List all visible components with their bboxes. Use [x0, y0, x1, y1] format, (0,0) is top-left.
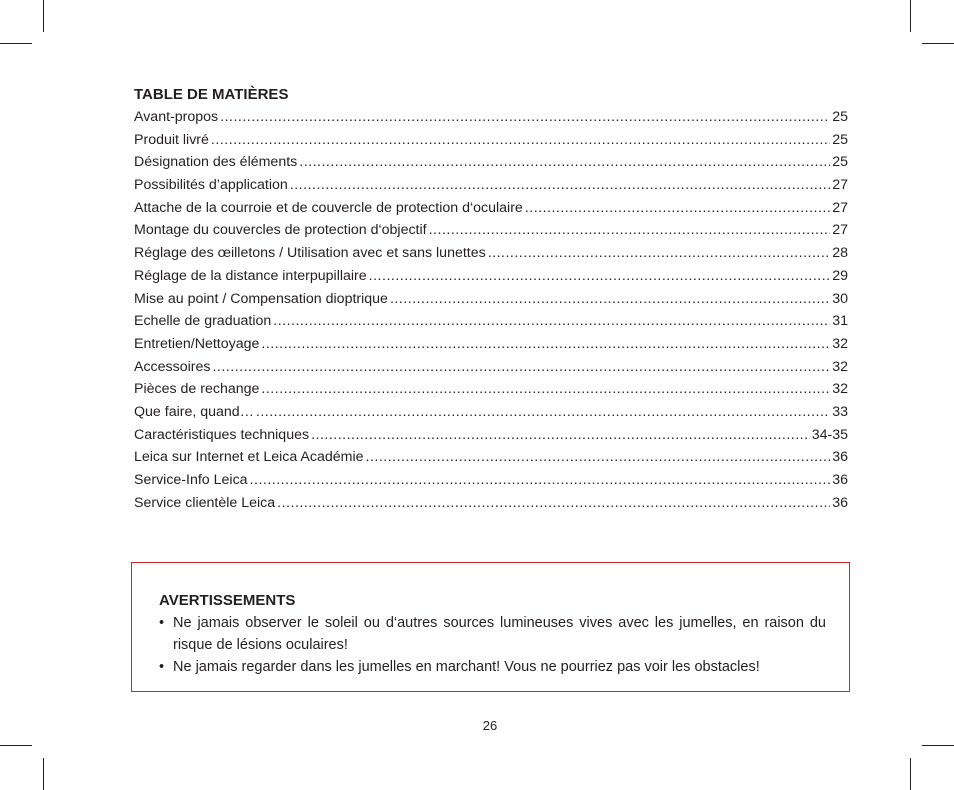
toc-entry-label: Echelle de graduation [134, 313, 272, 330]
warning-text: Ne jamais observer le soleil ou d‘autres sources lumineuses vives avec les jumelles, en raison du risque de lésions oculaires! [173, 615, 826, 653]
crop-mark-top-left-vertical [43, 0, 44, 32]
toc-entry-label: Leica sur Internet et Leica Académie [134, 449, 364, 466]
toc-entry-label: Réglage des œilletons / Utilisation avec et sans lunettes [134, 245, 486, 262]
toc-entry-label: Accessoires [134, 358, 211, 375]
toc-entry-page: 27 [832, 199, 848, 216]
toc-entry-page: 25 [832, 109, 848, 125]
toc-entry-page: 30 [832, 290, 848, 307]
toc-leader-dots [369, 265, 831, 288]
warning-list [159, 612, 826, 678]
toc-entry-label: Avant-propos [134, 109, 219, 125]
toc-entry-label: Pièces de rechange [134, 381, 260, 398]
toc-leader-dots [299, 151, 830, 174]
page-number: 26 [482, 718, 498, 733]
toc-leader-dots [277, 492, 830, 515]
toc-entry-page: 25 [832, 154, 848, 171]
toc-entry [134, 106, 848, 129]
toc-entry [134, 446, 848, 469]
bullet-icon: • [159, 615, 165, 631]
warning-item [159, 656, 826, 678]
toc-entry-page: 36 [832, 472, 848, 488]
toc-list [134, 106, 848, 514]
crop-mark-top-right-vertical [910, 0, 911, 32]
toc-leader-dots [256, 401, 830, 424]
toc-leader-dots [366, 446, 831, 469]
toc-leader-dots [311, 424, 810, 447]
toc-entry [134, 424, 848, 447]
toc-entry-label: Désignation des éléments [134, 154, 298, 171]
warning-box [131, 562, 850, 692]
toc-entry-label: Possibilités d’application [134, 177, 288, 194]
toc-entry [134, 492, 848, 515]
toc-entry [134, 265, 848, 288]
toc-entry [134, 288, 848, 311]
toc-entry-page: 33 [832, 403, 848, 420]
toc-entry-label: Service-Info Leica [134, 472, 248, 488]
toc-leader-dots [211, 129, 830, 152]
toc-leader-dots [220, 106, 830, 129]
toc-leader-dots [390, 288, 830, 311]
toc-entry-label: Service clientèle Leica [134, 494, 276, 511]
toc-entry [134, 378, 848, 401]
warning-text: Ne jamais regarder dans les jumelles en marchant! Vous ne pourriez pas voir les obstacles! [173, 659, 760, 675]
toc-entry-label: Entretien/Nettoyage [134, 335, 260, 352]
toc-entry-page: 32 [832, 381, 848, 398]
toc-leader-dots [525, 197, 830, 220]
toc-entry-page: 31 [832, 313, 848, 330]
toc-entry-page: 28 [832, 245, 848, 262]
toc-entry-page: 34-35 [811, 426, 848, 443]
toc-entry [134, 356, 848, 379]
toc-entry [134, 219, 848, 242]
toc-entry-label: Caractéristiques techniques [134, 426, 310, 443]
toc-title: TABLE DE MATIÈRES [134, 86, 289, 103]
toc-leader-dots [290, 174, 830, 197]
table-of-contents [134, 86, 848, 514]
toc-entry [134, 310, 848, 333]
toc-entry-label: Que faire, quand… [134, 403, 254, 420]
toc-entry [134, 469, 848, 492]
toc-entry [134, 174, 848, 197]
toc-entry-label: Attache de la courroie et de couvercle de protection d‘oculaire [134, 199, 523, 216]
bullet-icon: • [159, 659, 165, 675]
toc-entry [134, 151, 848, 174]
toc-entry-page: 27 [832, 222, 848, 239]
crop-mark-top-left-horizontal [0, 43, 32, 44]
toc-leader-dots [273, 310, 830, 333]
crop-mark-bottom-right-vertical [910, 758, 911, 790]
toc-leader-dots [488, 242, 831, 265]
toc-entry [134, 129, 848, 152]
toc-leader-dots [212, 356, 830, 379]
toc-entry-label: Produit livré [134, 131, 209, 148]
toc-entry-page: 25 [832, 131, 848, 148]
crop-mark-bottom-right-horizontal [922, 745, 954, 746]
crop-mark-bottom-left-horizontal [0, 745, 32, 746]
toc-leader-dots [261, 378, 830, 401]
warning-title: AVERTISSEMENTS [159, 592, 296, 609]
toc-entry [134, 242, 848, 265]
toc-leader-dots [261, 333, 830, 356]
toc-leader-dots [429, 219, 831, 242]
toc-entry-label: Réglage de la distance interpupillaire [134, 267, 367, 284]
toc-entry [134, 197, 848, 220]
crop-mark-bottom-left-vertical [43, 758, 44, 790]
toc-entry-page: 32 [832, 335, 848, 352]
toc-entry-page: 32 [832, 358, 848, 375]
toc-leader-dots [250, 469, 831, 492]
toc-entry-page: 29 [832, 267, 848, 284]
toc-entry-label: Montage du couvercles de protection d‘objectif [134, 222, 427, 239]
toc-entry-page: 36 [832, 494, 848, 511]
toc-entry-page: 27 [832, 177, 848, 194]
toc-entry-page: 36 [832, 449, 848, 466]
toc-entry-label: Mise au point / Compensation dioptrique [134, 290, 388, 307]
crop-mark-top-right-horizontal [922, 43, 954, 44]
warning-item [159, 612, 826, 656]
toc-entry [134, 401, 848, 424]
toc-entry [134, 333, 848, 356]
